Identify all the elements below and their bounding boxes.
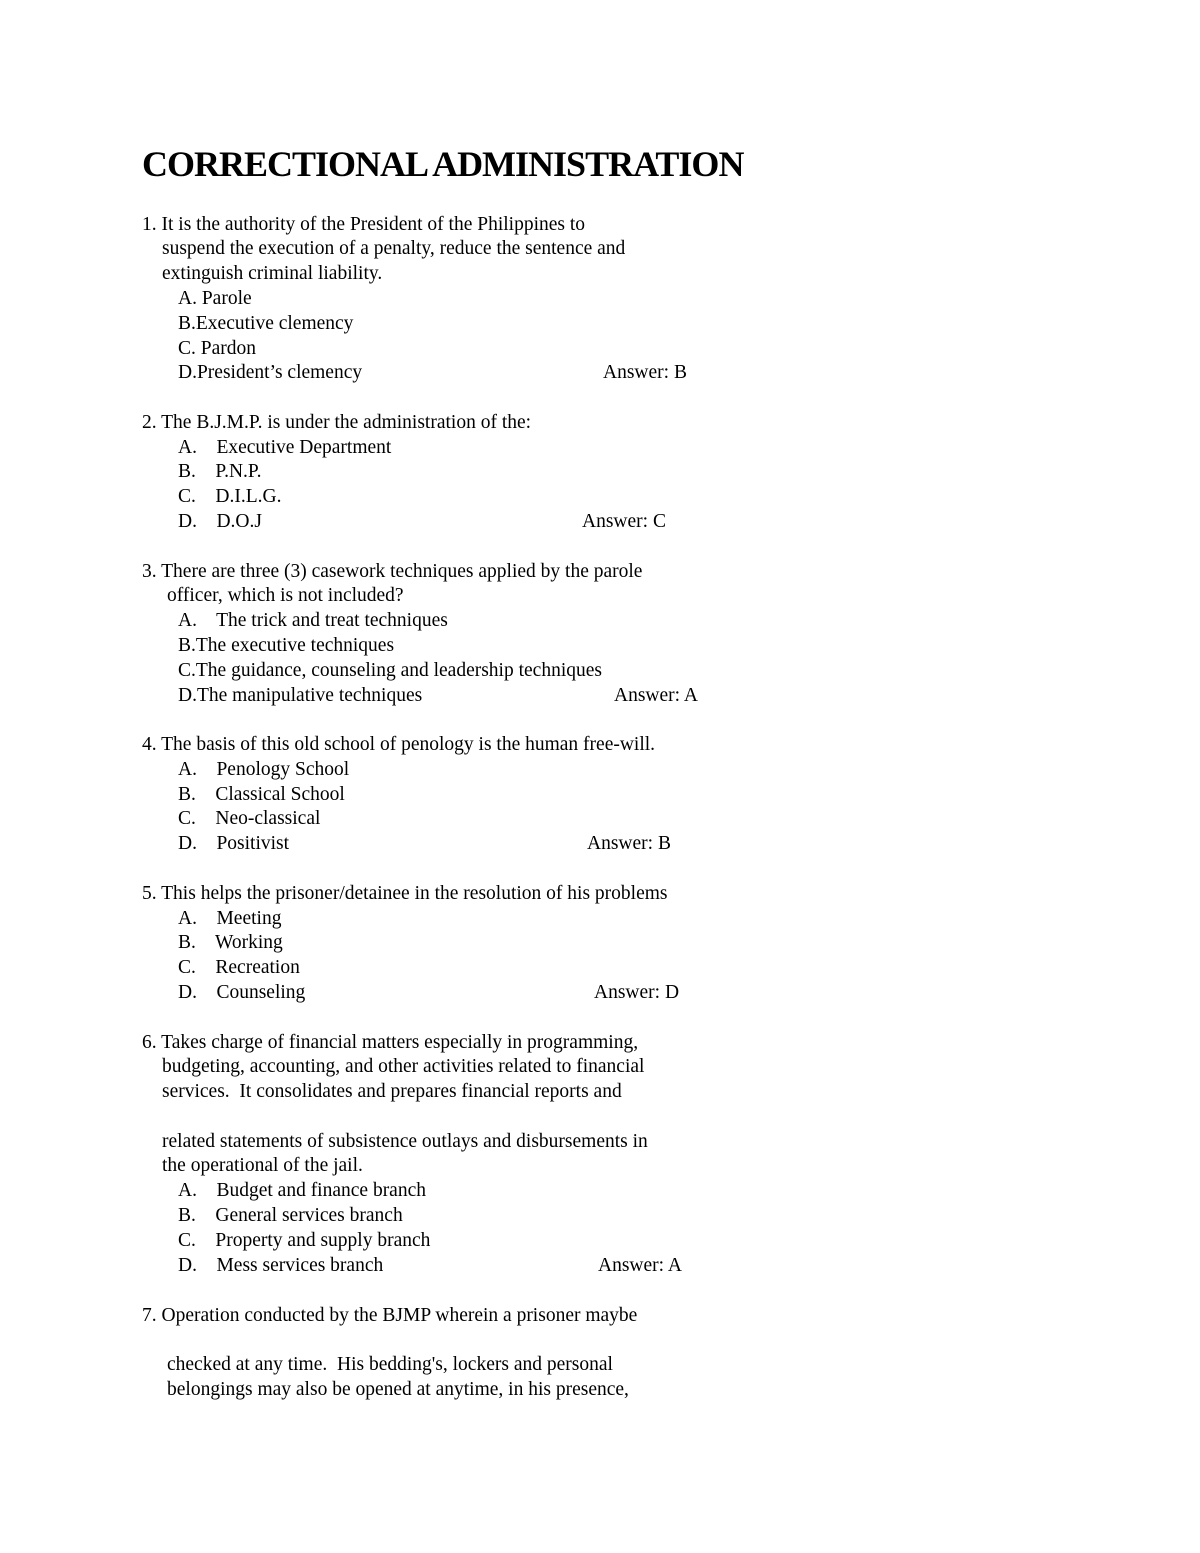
question-text-line: extinguish criminal liability. [162, 263, 383, 284]
choice-d: D.The manipulative techniques [178, 685, 423, 706]
answer-key: Answer: B [587, 833, 671, 854]
question-text-line: suspend the execution of a penalty, reduce the sentence and [162, 238, 626, 259]
choice-a: A. Meeting [178, 908, 282, 929]
page-title: CORRECTIONAL ADMINISTRATION [142, 144, 744, 184]
question-text-line: officer, which is not included? [167, 585, 404, 606]
question-text-line: 6. Takes charge of financial matters especially in programming, [142, 1032, 639, 1053]
choice-a: A. Budget and finance branch [178, 1180, 426, 1201]
answer-key: Answer: D [594, 982, 680, 1003]
answer-key: Answer: A [598, 1255, 682, 1276]
answer-key: Answer: B [603, 362, 687, 383]
question-text-line: 3. There are three (3) casework techniques applied by the parole [142, 561, 643, 582]
question-text-line: checked at any time. His bedding's, lockers and personal [167, 1354, 613, 1375]
choice-d: D. Mess services branch [178, 1255, 384, 1276]
choice-b: B.Executive clemency [178, 313, 354, 334]
choice-c: C. Recreation [178, 957, 300, 978]
choice-a: A. Executive Department [178, 437, 392, 458]
choice-c: C. D.I.L.G. [178, 486, 282, 507]
question-text-line: budgeting, accounting, and other activities related to financial [162, 1056, 645, 1077]
question-text-line: the operational of the jail. [162, 1155, 363, 1176]
choice-a: A. Parole [178, 288, 252, 309]
choice-b: B.The executive techniques [178, 635, 395, 656]
choice-d: D.President’s clemency [178, 362, 363, 383]
answer-key: Answer: A [614, 685, 698, 706]
question-text-line: 4. The basis of this old school of penology is the human free-will. [142, 734, 656, 755]
question-text-line: belongings may also be opened at anytime, in his presence, [167, 1379, 629, 1400]
choice-c: C. Pardon [178, 338, 256, 359]
answer-key: Answer: C [582, 511, 666, 532]
choice-b: B. Classical School [178, 784, 345, 805]
question-text-line: 7. Operation conducted by the BJMP wherein a prisoner maybe [142, 1305, 638, 1326]
choice-c: C. Neo-classical [178, 808, 321, 829]
question-text-line: 5. This helps the prisoner/detainee in the resolution of his problems [142, 883, 668, 904]
choice-d: D. Counseling [178, 982, 306, 1003]
choice-b: B. P.N.P. [178, 461, 262, 482]
question-text-line: 2. The B.J.M.P. is under the administration of the: [142, 412, 532, 433]
choice-c: C. Property and supply branch [178, 1230, 431, 1251]
question-text-line: related statements of subsistence outlays and disbursements in [162, 1131, 648, 1152]
question-text-line: 1. It is the authority of the President of the Philippines to [142, 214, 586, 235]
choice-a: A. Penology School [178, 759, 350, 780]
choice-b: B. Working [178, 932, 283, 953]
choice-c: C.The guidance, counseling and leadership techniques [178, 660, 602, 681]
choice-b: B. General services branch [178, 1205, 403, 1226]
choice-d: D. Positivist [178, 833, 290, 854]
question-text-line: services. It consolidates and prepares financial reports and [162, 1081, 622, 1102]
choice-d: D. D.O.J [178, 511, 262, 532]
choice-a: A. The trick and treat techniques [178, 610, 448, 631]
